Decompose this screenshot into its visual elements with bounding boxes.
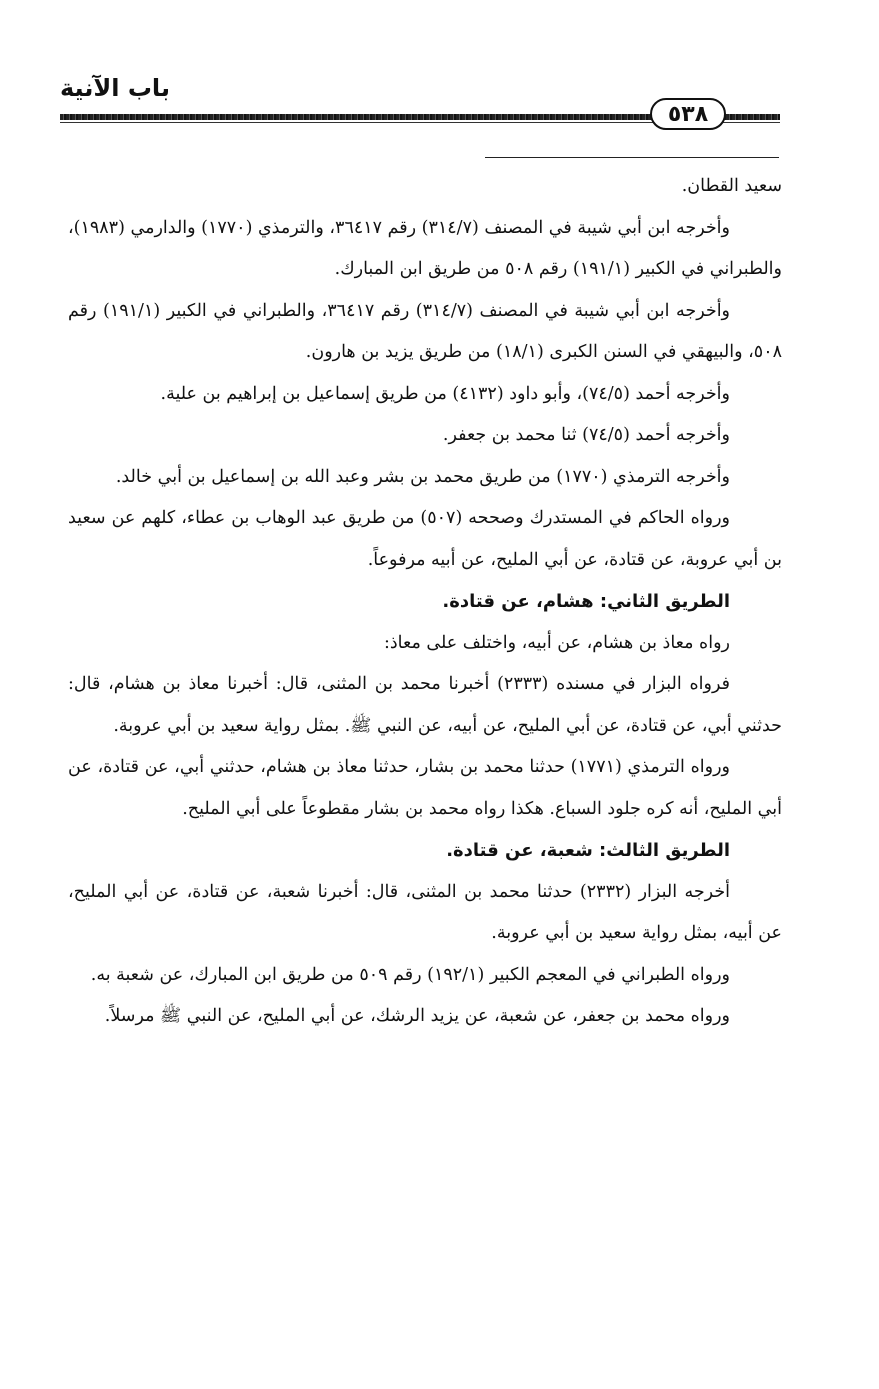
section-heading: الطريق الثاني: هشام، عن قتادة.: [442, 591, 730, 612]
page-number: ٥٣٨: [650, 98, 726, 130]
paragraph: ورواه الترمذي (١٧٧١) حدثنا محمد بن بشار، حدثنا معاذ بن هشام، حدثني أبي، عن قتادة، عن أبي المليح، أنه كره جلود السباع. هكذا رواه محمد بن بشار مقطوعاً على أبي المليح.: [68, 757, 782, 819]
chapter-title: باب الآنية: [60, 74, 170, 102]
footnote-text: [68, 166, 782, 1038]
paragraph: وأخرجه أحمد (٧٤/٥)، وأبو داود (٤١٣٢) من طريق إسماعيل بن إبراهيم بن علية.: [160, 383, 730, 404]
page-header: [60, 70, 780, 130]
paragraph: وأخرجه الترمذي (١٧٧٠) من طريق محمد بن بشر وعبد الله بن إسماعيل بن أبي خالد.: [115, 466, 730, 487]
section-heading: الطريق الثالث: شعبة، عن قتادة.: [446, 840, 730, 861]
paragraph: وأخرجه ابن أبي شيبة في المصنف (٣١٤/٧) رقم ٣٦٤١٧، والترمذي (١٧٧٠) والدارمي (١٩٨٣)، والطبراني في الكبير (١٩١/١) رقم ٥٠٨ من طريق ابن المبارك.: [68, 217, 782, 279]
paragraph: رواه معاذ بن هشام، عن أبيه، واختلف على معاذ:: [383, 632, 730, 653]
paragraph: ورواه الحاكم في المستدرك وصححه (٥٠٧) من طريق عبد الوهاب بن عطاء، كلهم عن سعيد بن أبي عروبة، عن قتادة، عن أبي المليح، عن أبيه مرفوعاً.: [68, 508, 782, 570]
footnote-separator: [485, 157, 779, 158]
paragraph: فرواه البزار في مسنده (٢٣٣٣) أخبرنا محمد بن المثنى، قال: أخبرنا معاذ بن هشام، قال: حدثني أبي، عن قتادة، عن أبي المليح، عن أبيه، عن النبي ﷺ. بمثل رواية سعيد بن أبي عروبة.: [68, 674, 782, 736]
paragraph: ورواه محمد بن جعفر، عن شعبة، عن يزيد الرشك، عن أبي المليح، عن النبي ﷺ مرسلاً.: [104, 1006, 730, 1026]
paragraph: أخرجه البزار (٢٣٣٢) حدثنا محمد بن المثنى، قال: أخبرنا شعبة، عن قتادة، عن أبي المليح، عن أبيه، بمثل رواية سعيد بن أبي عروبة.: [68, 881, 782, 943]
paragraph: وأخرجه ابن أبي شيبة في المصنف (٣١٤/٧) رقم ٣٦٤١٧، والطبراني في الكبير (١٩١/١) رقم ٥٠٨، والبيهقي في السنن الكبرى (١٨/١) من طريق يزيد بن هارون.: [68, 300, 782, 362]
paragraph: ورواه الطبراني في المعجم الكبير (١٩٢/١) رقم ٥٠٩ من طريق ابن المبارك، عن شعبة به.: [90, 964, 730, 985]
paragraph: وأخرجه أحمد (٧٤/٥) ثنا محمد بن جعفر.: [442, 425, 730, 445]
paragraph-continuation: سعيد القطان.: [681, 176, 782, 196]
